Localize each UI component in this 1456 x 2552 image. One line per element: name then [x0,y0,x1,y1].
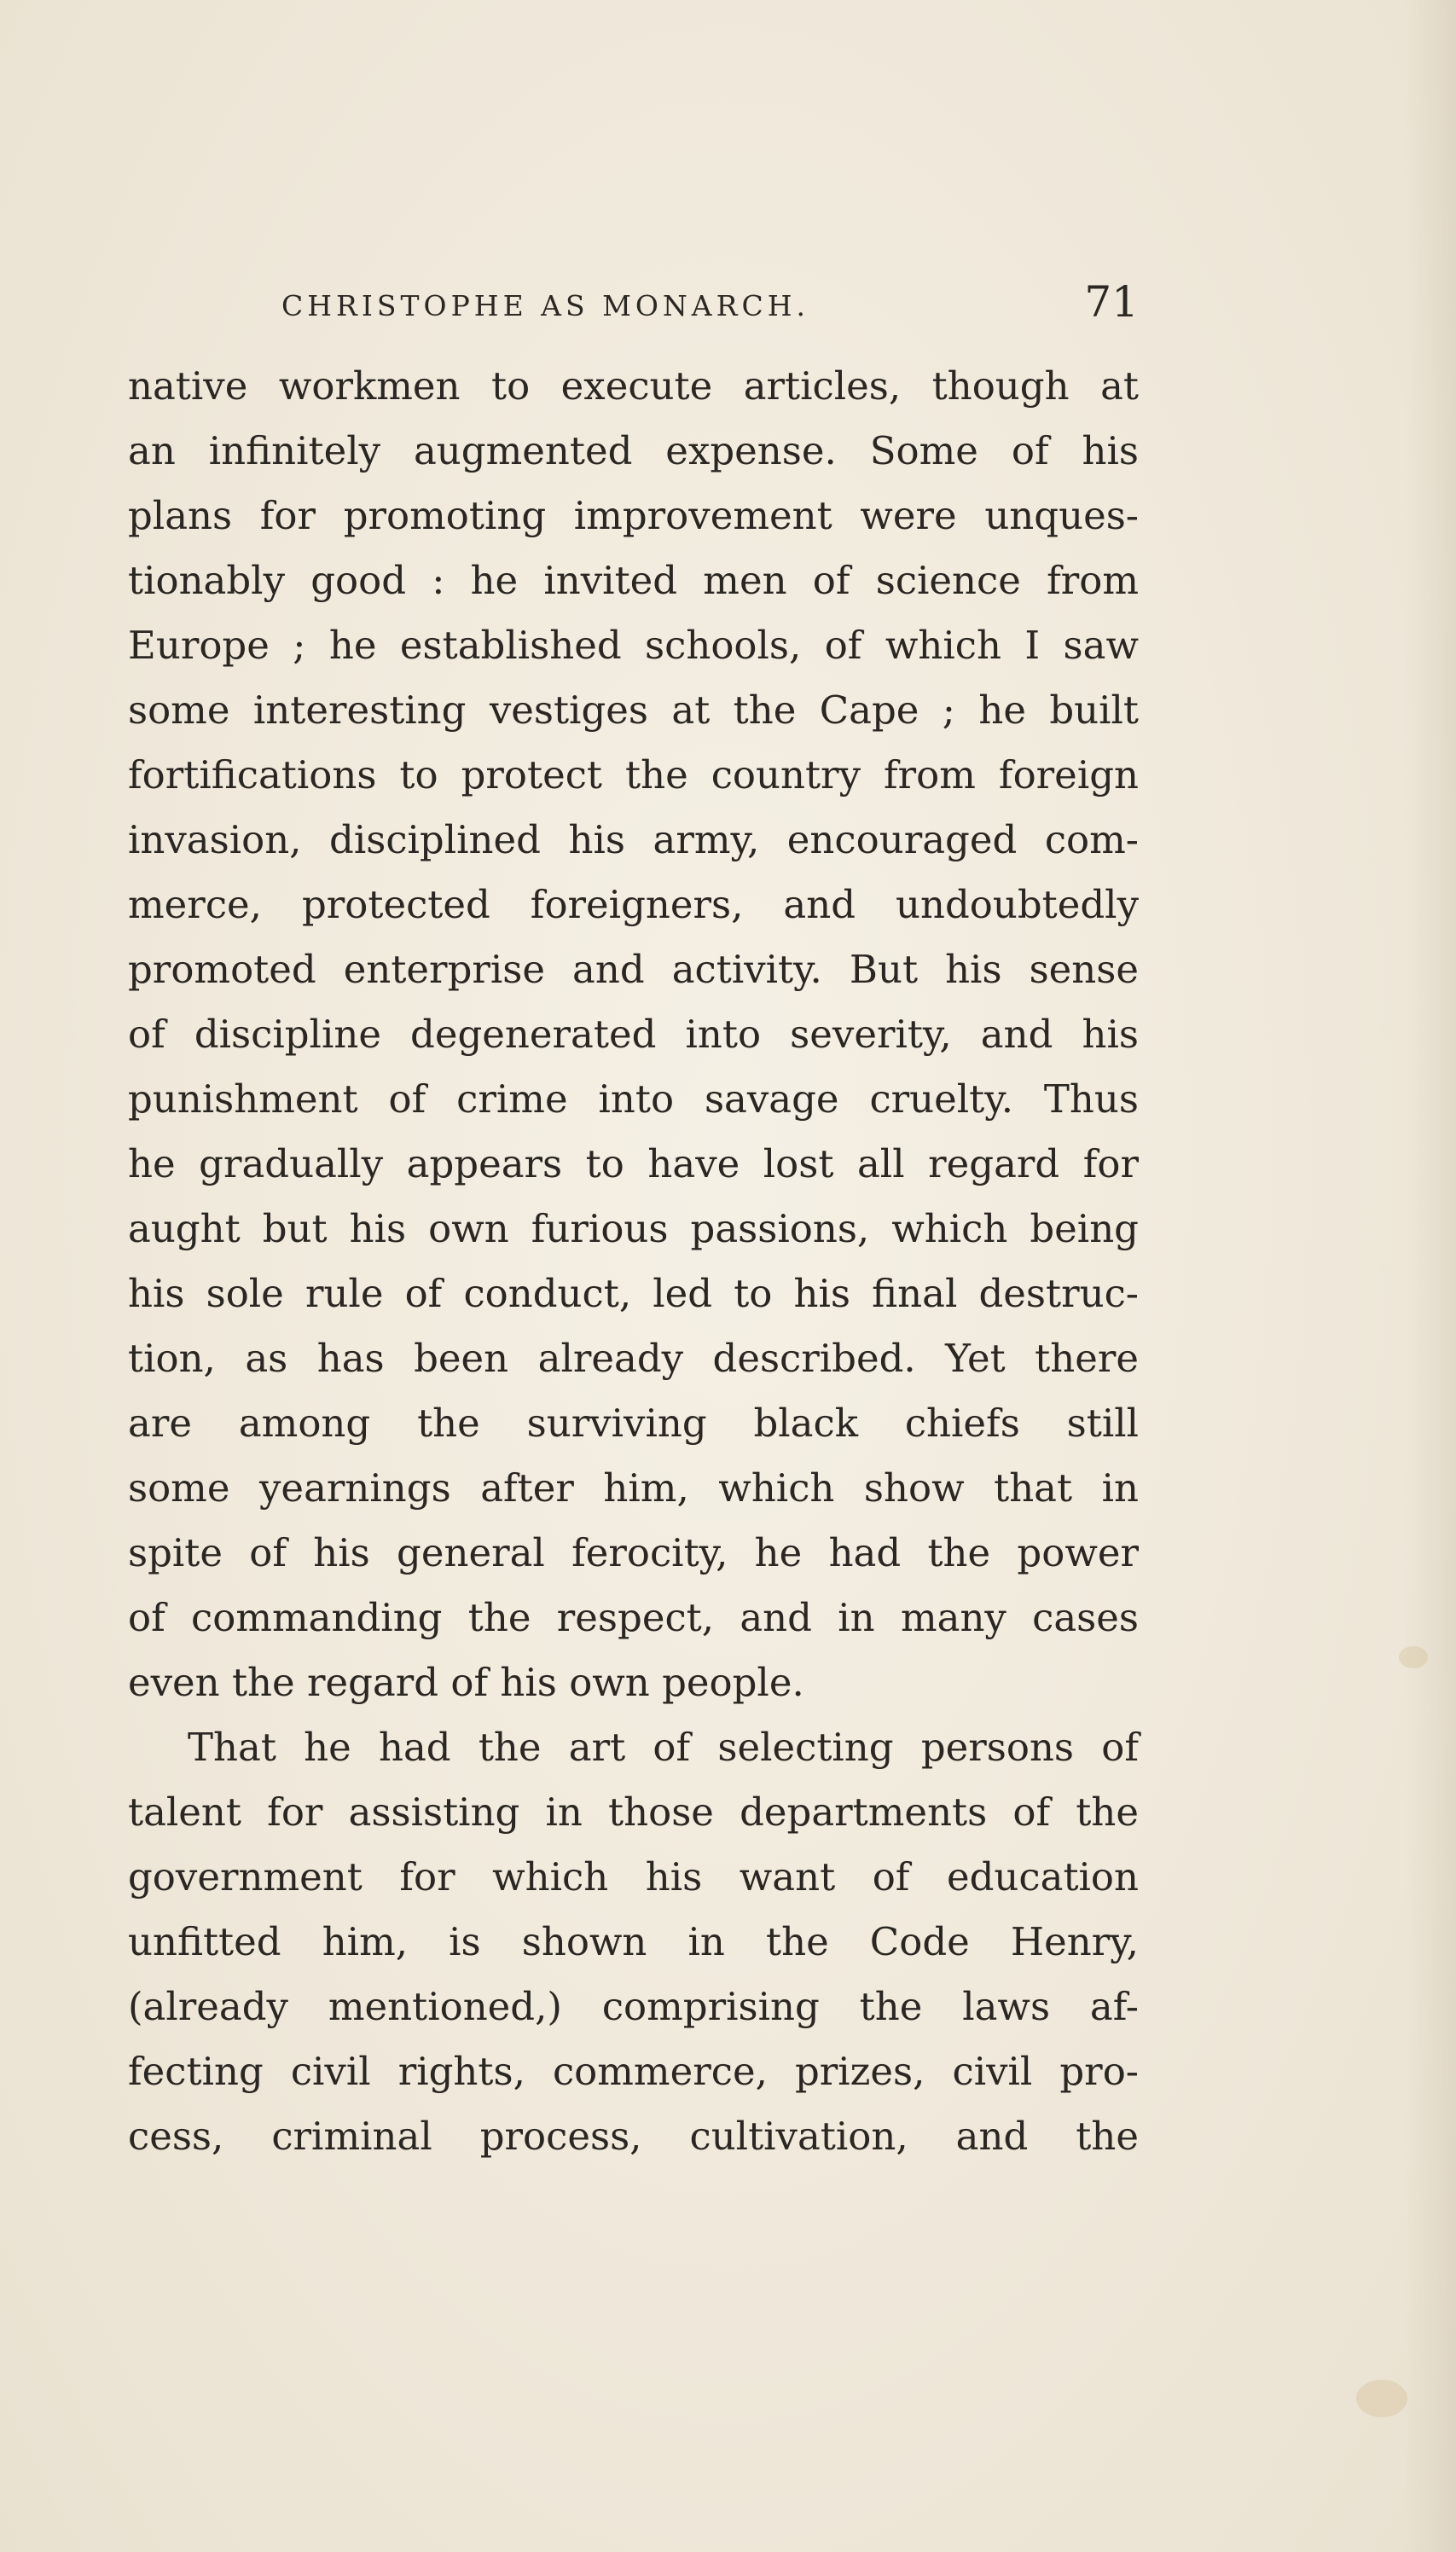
text-line: fecting civil rights, commerce, prizes, civil pro- [128,2049,1139,2094]
text-line: are among the surviving black chiefs still [128,1401,1139,1446]
text-line: he gradually appears to have lost all regard for [128,1141,1139,1186]
text-line: some interesting vestiges at the Cape ; he built [128,687,1139,733]
text-line: Europe ; he established schools, of which I saw [128,623,1139,668]
page-number: 71 [1084,277,1139,327]
running-title: CHRISTOPHE AS MONARCH. [281,289,809,322]
text-line: promoted enterprise and activity. But his sense [128,947,1139,992]
text-line: his sole rule of conduct, led to his final destruc- [128,1271,1139,1316]
text-line: unfitted him, is shown in the Code Henry, [128,1919,1139,1964]
paper-stain [1356,2380,1407,2417]
text-line: aught but his own furious passions, which being [128,1206,1139,1251]
text-line: That he had the art of selecting persons of [188,1725,1139,1770]
text-line: merce, protected foreigners, and undoubtedly [128,882,1139,927]
body-text [128,354,1139,2169]
text-line: talent for assisting in those departments of the [128,1789,1139,1835]
running-head [128,277,1139,337]
text-line: plans for promoting improvement were unques- [128,493,1139,538]
text-line: some yearnings after him, which show that in [128,1465,1139,1511]
text-line: even the regard of his own people. [128,1660,804,1705]
text-line: cess, criminal process, cultivation, and the [128,2114,1139,2159]
text-line: spite of his general ferocity, he had the power [128,1530,1139,1575]
text-line: invasion, disciplined his army, encouraged com- [128,817,1139,862]
page-edge-shadow [1405,0,1456,2552]
text-line: fortifications to protect the country from foreign [128,752,1139,798]
text-line: tion, as has been already described. Yet there [128,1336,1139,1381]
text-line: punishment of crime into savage cruelty. Thus [128,1076,1139,1122]
text-line: of discipline degenerated into severity, and his [128,1012,1139,1057]
paragraph-1 [128,354,1139,1715]
paper-stain [1399,1646,1428,1668]
text-line: of commanding the respect, and in many cases [128,1595,1139,1640]
text-line: an infinitely augmented expense. Some of his [128,428,1139,473]
paragraph-2 [128,1715,1139,2169]
text-line: native workmen to execute articles, though at [128,363,1139,409]
text-line: (already mentioned,) comprising the laws af- [128,1984,1139,2029]
text-line: tionably good : he invited men of science from [128,558,1139,603]
text-line: government for which his want of education [128,1854,1139,1900]
